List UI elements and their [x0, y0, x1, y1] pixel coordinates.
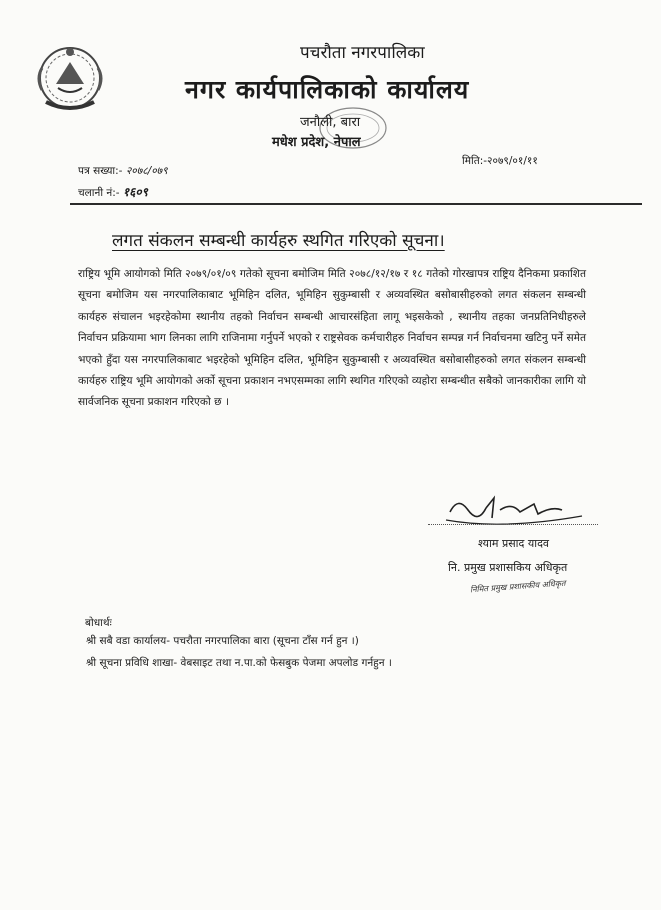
letter-date: मिति:-२०७९/०१/११	[462, 155, 538, 167]
office-address: जनौली, बारा	[300, 115, 361, 130]
reference-number	[78, 164, 168, 178]
signer-title: नि. प्रमुख प्रशासकिय अधिकृत	[448, 561, 568, 574]
signature-line	[428, 524, 598, 525]
notice-body: राष्ट्रिय भूमि आयोगको मिति २०७९/०१/०९ गतेको सूचना बमोजिम मिति २०७८/१२/१७ र १८ गतेको गोरखापत्र राष्ट्रिय दैनिकमा प्रकाशित सूचना बमोजिम यस नगरपालिकाबाट भूमिहिन दलित, भूमिहिन सुकुम्बासी र अव्यवस्थित बसोबासीहरुको लगत संकलन सम्बन्धी कार्यहरु संचालन भइरहेकोमा स्थानीय तहको निर्वाचन सम्बन्धी आचारसंहिता लागू भइसकेको , स्थानीय तहका जनप्रतिनिधीहरुले निर्वाचन प्रक्रियामा भाग लिनका लागि राजिनामा गर्नुपर्ने भएको र राष्ट्रसेवक कर्मचारीहरु निर्वाचन सम्पन्न गर्न निर्वाचनमा खटिनु पर्ने समेत भएको हुँदा यस नगरपालिकाबाट भइरहेको भूमिहिन दलित, भूमिहिन सुकुम्बासी र अव्यवस्थित बसोबासीहरुको लगत संकलन सम्बन्धी कार्यहरु राष्ट्रिय भूमि आयोगको अर्को सूचना प्रकाशन नभएसम्मका लागि स्थगित गरिएको व्यहोरा सम्बन्धीत सबैको जानकारीका लागि यो सार्वजनिक सूचना प्रकाशन गरिएको छ ।	[78, 268, 586, 409]
cc-item: श्री सबै वडा कार्यालय- पचरौता नगरपालिका बारा (सूचना टाँस गर्न हुन ।)	[86, 635, 359, 647]
header-divider	[70, 203, 642, 205]
signer-name: श्याम प्रसाद यादव	[478, 537, 550, 550]
dispatch-label: चलानी नं:-	[78, 187, 120, 199]
reference-value: २०७८/०७९	[125, 165, 168, 177]
office-province: मधेश प्रदेश, नेपाल	[272, 135, 361, 150]
cc-label: बोधार्थः	[85, 617, 112, 629]
nepal-emblem-icon	[28, 38, 112, 118]
signer-stamp: निमित प्रमुख प्रशासकीय अधिकृत	[469, 578, 566, 595]
dispatch-value: १६०९	[122, 185, 148, 199]
notice-title: लगत संकलन सम्बन्धी कार्यहरु स्थगित गरिएको सूचना।	[112, 231, 445, 251]
cc-item: श्री सूचना प्रविधि शाखा- वेबसाइट तथा न.पा.को फेसबुक पेजमा अपलोड गर्नहुन ।	[86, 657, 392, 669]
reference-label: पत्र सख्या:-	[78, 165, 123, 177]
office-name: नगर कार्यपालिकाको कार्यालय	[185, 75, 470, 104]
office-title: पचरौता नगरपालिका	[300, 43, 425, 63]
dispatch-number	[78, 183, 148, 200]
